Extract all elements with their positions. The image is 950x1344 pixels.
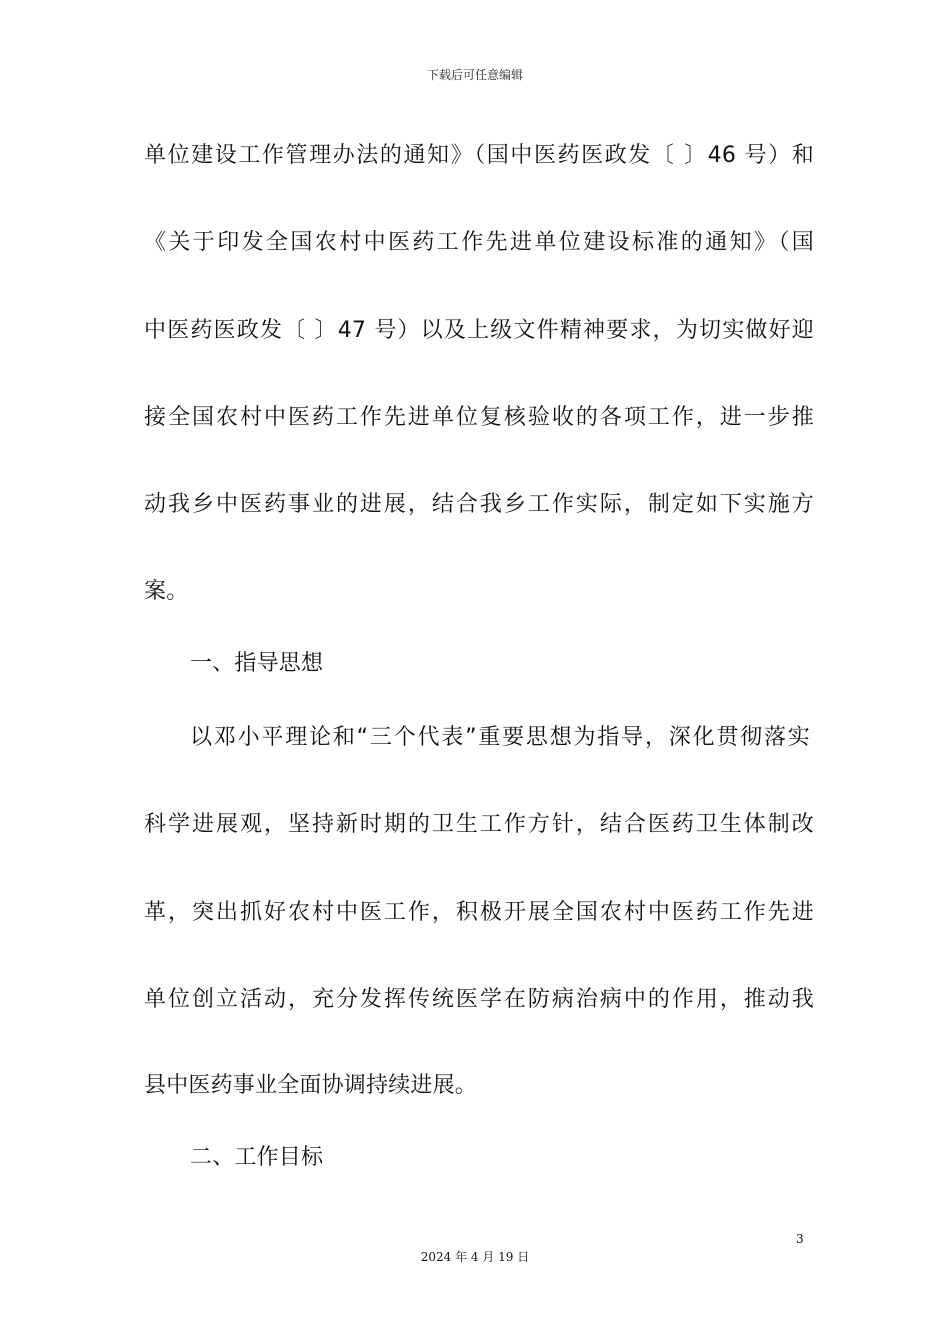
body-line-3: 中医药医政发〔 〕47 号）以及上级文件精神要求，为切实做好迎 xyxy=(144,318,814,343)
body-line-8: 以邓小平理论和“三个代表”重要思想为指导，深化贯彻落实 xyxy=(190,725,810,750)
body-line-5: 动我乡中医药事业的进展，结合我乡工作实际，制定如下实施方 xyxy=(144,492,814,517)
body-line-1: 单位建设工作管理办法的通知》（国中医药医政发〔 〕46 号）和 xyxy=(144,143,814,168)
section-heading-1: 一、指导思想 xyxy=(190,651,324,676)
header-note: 下载后可任意编辑 xyxy=(426,68,523,82)
body-line-11: 单位创立活动，充分发挥传统医学在防病治病中的作用，推动我 xyxy=(144,987,814,1012)
footer-date: 2024 年 4 月 19 日 xyxy=(420,1250,530,1264)
body-line-9: 科学进展观，坚持新时期的卫生工作方针，结合医药卫生体制改 xyxy=(144,812,814,837)
section-heading-2: 二、工作目标 xyxy=(190,1145,324,1170)
body-line-4: 接全国农村中医药工作先进单位复核验收的各项工作，进一步推 xyxy=(144,405,814,430)
body-line-10: 革，突出抓好农村中医工作，积极开展全国农村中医药工作先进 xyxy=(144,900,814,925)
body-line-12: 县中医药事业全面协调持续进展。 xyxy=(144,1073,478,1098)
body-line-2: 《关于印发全国农村中医药工作先进单位建设标准的通知》（国 xyxy=(144,230,814,255)
page-number: 3 xyxy=(796,1232,804,1246)
body-line-6: 案。 xyxy=(144,579,189,604)
